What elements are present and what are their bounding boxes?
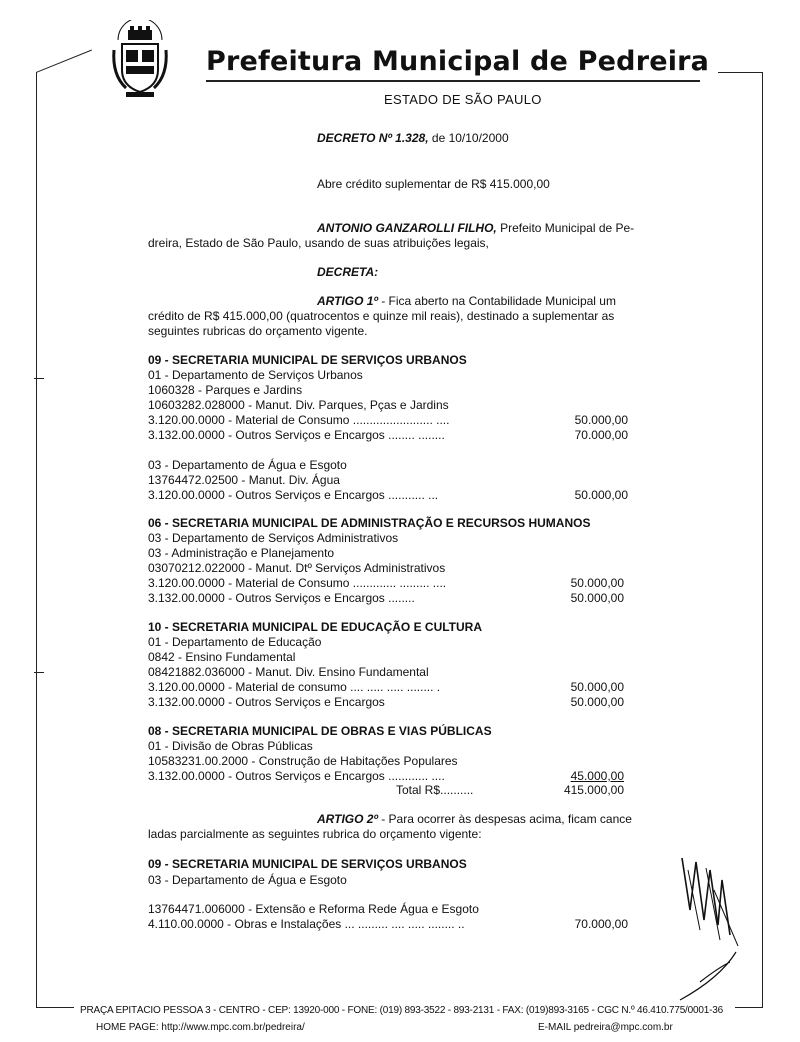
budget-line: 10583231.00.2000 - Construção de Habitações Populares — [148, 754, 458, 768]
decree-summary: Abre crédito suplementar de R$ 415.000,00 — [317, 177, 550, 191]
budget-line: 03 - Departamento de Água e Esgoto — [148, 873, 347, 887]
decree-number — [317, 131, 509, 145]
section-title: 10 - SECRETARIA MUNICIPAL DE EDUCAÇÃO E CULTURA — [148, 620, 483, 634]
budget-amount: 50.000,00 — [570, 591, 624, 605]
budget-line: 4.110.00.0000 - Obras e Instalações ... ......... .... ..... ........ .. — [148, 917, 465, 931]
budget-line: 3.120.00.0000 - Material de Consumo ............. ......... .... — [148, 576, 447, 590]
frame-right-line — [762, 72, 763, 1007]
margin-tick — [34, 672, 44, 673]
section-title: 09 - SECRETARIA MUNICIPAL DE SERVIÇOS URBANOS — [148, 353, 467, 367]
budget-line: 08421882.036000 - Manut. Div. Ensino Fundamental — [148, 665, 429, 679]
frame-left-line — [36, 72, 37, 1007]
budget-line: 10603282.028000 - Manut. Div. Parques, Pças e Jardins — [148, 398, 449, 412]
budget-amount: 50.000,00 — [570, 695, 624, 709]
total-label: Total R$.......... — [396, 783, 474, 797]
mayor-name: ANTONIO GANZAROLLI FILHO, — [317, 221, 497, 235]
budget-amount: 45.000,00 — [570, 769, 624, 783]
title-underline — [206, 80, 700, 82]
frame-bottom-left-line — [36, 1007, 74, 1008]
page-title: Prefeitura Municipal de Pedreira — [206, 46, 710, 77]
budget-line: 3.120.00.0000 - Material de consumo .... ..... ..... ........ . — [148, 680, 441, 694]
section-title: 09 - SECRETARIA MUNICIPAL DE SERVIÇOS URBANOS — [148, 857, 467, 871]
section-title: 06 - SECRETARIA MUNICIPAL DE ADMINISTRAÇÃO E RECURSOS HUMANOS — [148, 516, 591, 530]
article-2-line-2: ladas parcialmente as seguintes rubrica do orçamento vigente: — [148, 827, 482, 841]
article-1-text: - Fica aberto na Contabilidade Municipal um — [381, 294, 616, 308]
total-amount: 415.000,00 — [563, 783, 624, 797]
article-1-line-3: seguintes rubricas do orçamento vigente. — [148, 324, 368, 338]
decreta-heading: DECRETA: — [317, 265, 379, 279]
footer-email: E-MAIL pedreira@mpc.com.br — [538, 1022, 673, 1033]
budget-line: 01 - Departamento de Serviços Urbanos — [148, 368, 363, 382]
budget-line: 13764472.02500 - Manut. Div. Água — [148, 473, 340, 487]
decree-date: de 10/10/2000 — [431, 131, 509, 145]
budget-amount: 50.000,00 — [570, 576, 624, 590]
budget-amount: 50.000,00 — [574, 413, 628, 427]
article-2-text: - Para ocorrer às despesas acima, ficam cance — [381, 812, 632, 826]
budget-line: 01 - Divisão de Obras Públicas — [148, 739, 313, 753]
article-1-label: ARTIGO 1º — [317, 294, 378, 308]
budget-line: 03070212.022000 - Manut. Dtº Serviços Administrativos — [148, 561, 446, 575]
coat-of-arms-seal — [110, 20, 170, 104]
budget-line: 01 - Departamento de Educação — [148, 635, 322, 649]
mayor-line-2: dreira, Estado de São Paulo, usando de suas atribuições legais, — [148, 236, 489, 250]
frame-top-right-line — [718, 72, 763, 73]
budget-amount: 70.000,00 — [574, 917, 628, 931]
signature — [660, 850, 755, 1010]
budget-line: 3.132.00.0000 - Outros Serviços e Encargos ............ .... — [148, 769, 445, 783]
budget-line: 03 - Departamento de Água e Esgoto — [148, 458, 347, 472]
mayor-title-text: Prefeito Municipal de Pe- — [500, 221, 635, 235]
mayor-line-1 — [317, 221, 643, 235]
budget-line: 3.120.00.0000 - Material de Consumo ........................ .... — [148, 413, 450, 427]
frame-top-left-line — [36, 50, 92, 73]
section-title: 08 - SECRETARIA MUNICIPAL DE OBRAS E VIAS PÚBLICAS — [148, 724, 492, 738]
budget-line: 1060328 - Parques e Jardins — [148, 383, 303, 397]
footer-address: PRAÇA EPITÁCIO PESSOA 3 - CENTRO - CEP: 13920-000 - FONE: (019) 893-3522 - 893-2131 - FAX: (019)893-3165 - CGC N.º 46.410.775/0001-36 — [80, 1005, 723, 1016]
budget-amount: 70.000,00 — [574, 428, 628, 442]
footer-homepage: HOME PAGE: http://www.mpc.com.br/pedreira/ — [96, 1022, 305, 1033]
budget-line: 3.120.00.0000 - Outros Serviços e Encargos ........... ... — [148, 488, 439, 502]
budget-line: 0842 - Ensino Fundamental — [148, 650, 296, 664]
budget-line: 3.132.00.0000 - Outros Serviços e Encargos ........ ........ — [148, 428, 445, 442]
budget-line: 13764471.006000 - Extensão e Reforma Rede Água e Esgoto — [148, 902, 479, 916]
budget-line: 03 - Administração e Planejamento — [148, 546, 335, 560]
article-1-line-2: crédito de R$ 415.000,00 (quatrocentos e quinze mil reais), destinado a suplementar as — [148, 309, 615, 323]
budget-amount: 50.000,00 — [570, 680, 624, 694]
budget-amount: 50.000,00 — [574, 488, 628, 502]
budget-line: 3.132.00.0000 - Outros Serviços e Encargos — [148, 695, 385, 709]
budget-line: 3.132.00.0000 - Outros Serviços e Encargos ........ — [148, 591, 415, 605]
margin-tick — [34, 378, 44, 379]
decree-number-label: DECRETO Nº 1.328, — [317, 131, 429, 145]
state-name: ESTADO DE SÃO PAULO — [384, 92, 542, 107]
article-2-line-1 — [317, 812, 632, 826]
article-1-line-1 — [317, 294, 616, 308]
article-2-label: ARTIGO 2º — [317, 812, 378, 826]
budget-line: 03 - Departamento de Serviços Administrativos — [148, 531, 399, 545]
